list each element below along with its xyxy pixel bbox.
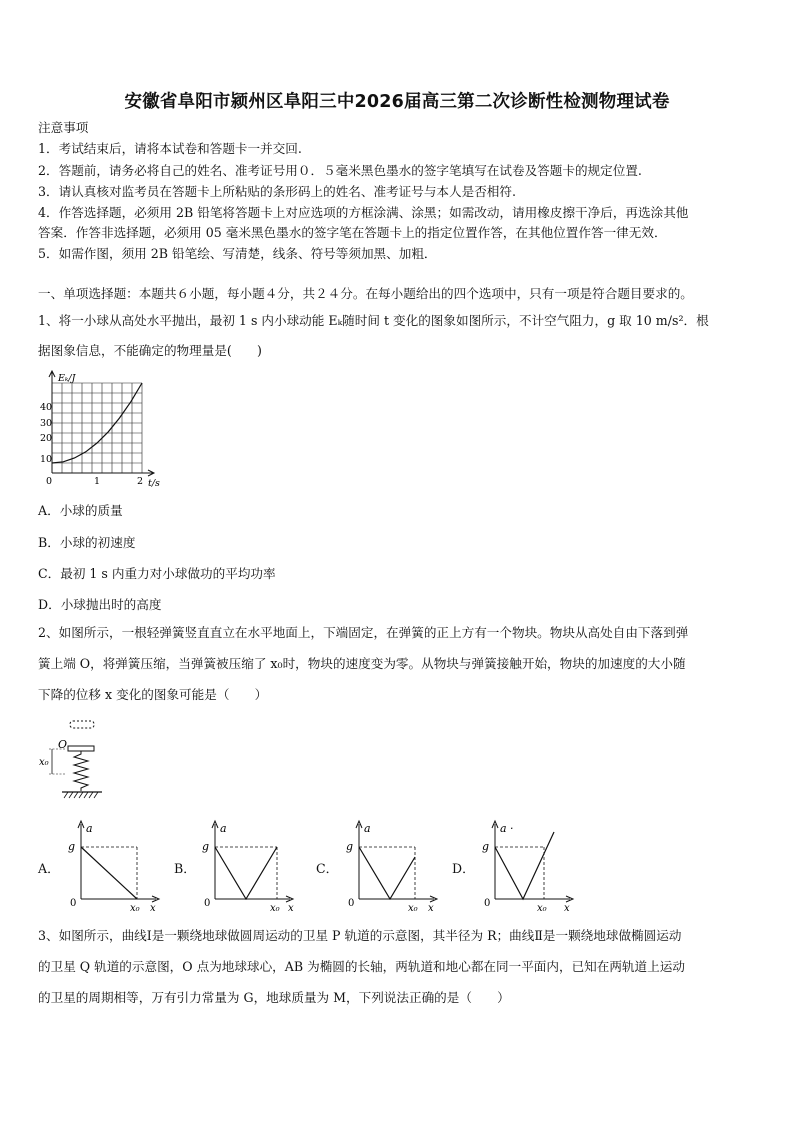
x-label: x [428, 903, 434, 912]
ground-hatch [64, 792, 98, 798]
q3-stem-line-2: 的卫星 Q 轨道的示意图，O 点为地球球心，AB 为椭圆的长轴，两轨道和地心都在同一平面内，已知在两轨道上运动 [38, 959, 685, 974]
falling-block-dashed [70, 721, 94, 728]
notice-item: 答案．作答非选择题，必须用 05 毫米黑色墨水的签字笔在答题卡上的指定位置作答，在其他位置作答一律无效． [38, 225, 667, 240]
page-title: 安徽省阜阳市颍州区阜阳三中2026届高三第二次诊断性检测物理试卷 [124, 92, 670, 112]
notice-item: 3．请认真核对监考员在答题卡上所粘贴的条形码上的姓名、准考证号与本人是否相符. [38, 184, 516, 199]
x-label: x [288, 903, 294, 912]
a-x-line [215, 847, 277, 899]
a-x-line [359, 847, 415, 899]
q1-x-tick: 0 [46, 476, 53, 487]
q2-stem-line-1: 2、如图所示，一根轻弹簧竖直直立在水平地面上，下端固定，在弹簧的正上方有一个物块。物块从高处自由下落到弹 [38, 625, 689, 640]
a-label: a [86, 822, 93, 835]
x-label: x [564, 903, 570, 912]
origin-label: 0 [70, 898, 77, 909]
q1-stem-line-1: 1、将一小球从高处水平抛出，最初 1 s 内小球动能 Eₖ随时间 t 变化的图象如图所示，不计空气阻力，g 取 10 m/s²．根 [38, 313, 709, 328]
q1-y-label: Eₖ/J [58, 373, 76, 384]
q1-option-d: D．小球抛出时的高度 [38, 597, 162, 612]
q1-y-tick: 40 [40, 402, 53, 413]
notice-item: 4．作答选择题，必须用 2B 铅笔将答题卡上对应选项的方框涂满、涂黑；如需改动，请用橡皮擦干净后，再选涂其他 [38, 205, 689, 220]
notice-item: 5．如需作图，须用 2B 铅笔绘、写清楚，线条、符号等须加黑、加粗． [38, 246, 437, 261]
q1-y-tick: 30 [40, 418, 53, 429]
x0-label: x₀ [270, 903, 280, 912]
a-x-line [81, 847, 137, 899]
q2-option-c-letter: C． [316, 861, 339, 876]
q1-grid [52, 383, 142, 473]
q2-graph-c [342, 816, 446, 912]
q2-spring-figure [36, 718, 116, 802]
q2-option-d-letter: D． [452, 861, 475, 876]
notice-item: 2．答题前，请务必将自己的姓名、准考证号用０．５毫米黑色墨水的签字笔填写在试卷及答题卡的规定位置. [38, 163, 642, 178]
a-label: a [220, 822, 227, 835]
a-label: a [364, 822, 371, 835]
q2-graph-a [64, 816, 168, 912]
x0-label: x₀ [537, 903, 547, 912]
q2-stem-line-3: 下降的位移 x 变化的图象可能是（ ） [38, 687, 268, 702]
q3-stem-line-3: 的卫星的周期相等，万有引力常量为 G，地球质量为 M，下列说法正确的是（ ） [38, 990, 510, 1005]
q1-x-tick: 1 [94, 476, 101, 487]
notice-item: 1．考试结束后，请将本试卷和答题卡一并交回. [38, 141, 302, 156]
q3-stem-line-1: 3、如图所示，曲线Ⅰ是一颗绕地球做圆周运动的卫星 P 轨道的示意图，其半径为 R；曲线Ⅱ是一颗绕地球做椭圆运动 [38, 928, 682, 943]
origin-label: 0 [204, 898, 211, 909]
a-x-line [495, 832, 554, 899]
q1-option-b: B．小球的初速度 [38, 535, 136, 550]
notice-heading: 注意事项 [38, 120, 89, 135]
g-label: g [482, 840, 490, 853]
x0-dim-label: x₀ [39, 757, 49, 768]
q1-x-tick: 2 [137, 476, 144, 487]
q1-y-tick: 10 [40, 454, 53, 465]
spring-plate [68, 746, 94, 751]
spring-coil [74, 751, 88, 791]
q1-ek-t-graph [36, 368, 166, 490]
q2-stem-line-2: 簧上端 O，将弹簧压缩，当弹簧被压缩了 x₀时，物块的速度变为零。从物块与弹簧接触开始，物块的加速度的大小随 [38, 656, 686, 671]
q1-option-a: A．小球的质量 [38, 503, 123, 518]
q1-x-label: t/s [148, 478, 160, 489]
g-label: g [202, 840, 210, 853]
origin-label: 0 [348, 898, 355, 909]
q2-option-b-letter: B． [174, 861, 196, 876]
x0-label: x₀ [408, 903, 418, 912]
a-label: a · [500, 822, 514, 835]
q2-graph-b [198, 816, 302, 912]
x0-label: x₀ [130, 903, 140, 912]
spring-top-o-label: O [58, 738, 68, 751]
section-heading: 一、单项选择题：本题共６小题，每小题４分，共２４分。在每小题给出的四个选项中，只有一项是符合题目要求的。 [38, 286, 693, 301]
q1-y-tick: 20 [40, 433, 53, 444]
q1-axes [49, 371, 154, 476]
x-label: x [150, 903, 156, 912]
q2-option-a-letter: A． [38, 861, 60, 876]
q1-stem-line-2: 据图象信息，不能确定的物理量是( ) [38, 343, 262, 358]
origin-label: 0 [484, 898, 491, 909]
g-label: g [346, 840, 354, 853]
g-label: g [68, 840, 76, 853]
q2-graph-d [478, 816, 582, 912]
q1-option-c: C．最初 1 s 内重力对小球做功的平均功率 [38, 566, 276, 581]
